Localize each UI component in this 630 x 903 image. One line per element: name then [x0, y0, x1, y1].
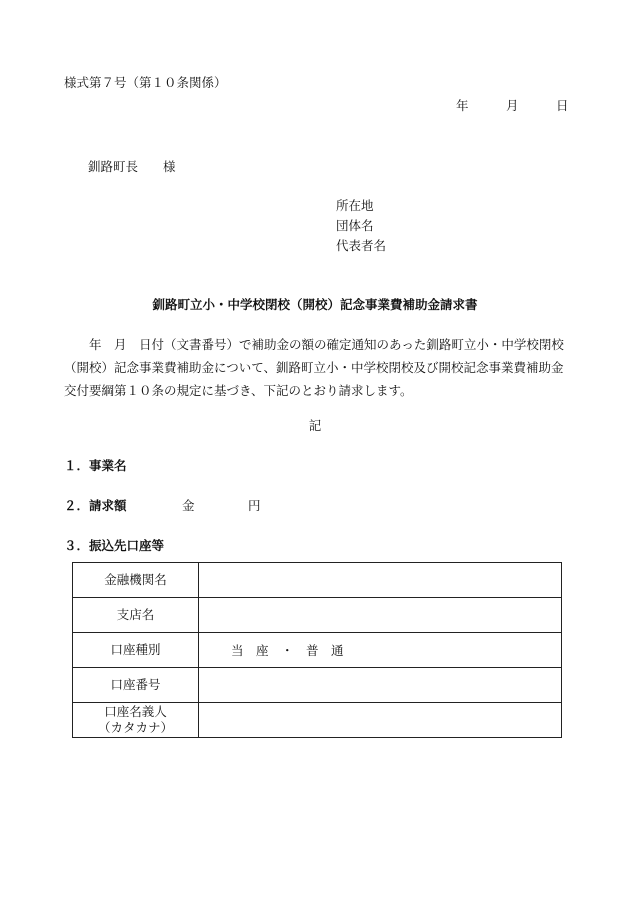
table-row: [73, 703, 562, 738]
date-year: 年: [456, 98, 469, 113]
date-month: 月: [506, 98, 519, 113]
account-holder-value: [199, 703, 562, 738]
item-project-name: １．事業名: [64, 458, 127, 473]
institution-label: 金融機関名: [73, 563, 199, 598]
table-row: [73, 633, 562, 668]
applicant-representative-label: 代表者名: [336, 238, 387, 253]
account-type-label: 口座種別: [73, 633, 199, 668]
addressee: 釧路町長 様: [88, 159, 176, 174]
amount-kin: 金: [182, 498, 195, 513]
account-holder-label-line1: 口座名義人: [104, 704, 167, 719]
table-row: [73, 598, 562, 633]
institution-value: [199, 563, 562, 598]
amount-yen: 円: [248, 498, 261, 513]
form-number: 様式第７号（第１０条関係）: [64, 75, 227, 90]
document-title: 釧路町立小・中学校閉校（開校）記念事業費補助金請求書: [152, 297, 478, 312]
applicant-address-label: 所在地: [336, 198, 374, 213]
item-amount-label: ２．請求額: [64, 498, 127, 513]
applicant-group-label: 団体名: [336, 218, 374, 233]
account-holder-label-line2: （カタカナ）: [97, 720, 173, 735]
account-holder-label: [73, 703, 199, 738]
account-number-label: 口座番号: [73, 668, 199, 703]
bank-account-table: [72, 562, 562, 738]
table-row: [73, 668, 562, 703]
ki-marker: 記: [308, 418, 322, 433]
branch-value: [199, 598, 562, 633]
table-row: [73, 563, 562, 598]
item-account-label: ３．振込先口座等: [64, 538, 165, 553]
date-day: 日: [556, 98, 569, 113]
branch-label: 支店名: [73, 598, 199, 633]
account-type-value: 当 座 ・ 普 通: [199, 633, 562, 668]
account-number-value: [199, 668, 562, 703]
body-paragraph: 年 月 日付（文書番号）で補助金の額の確定通知のあった釧路町立小・中学校閉校（開校）記念事業費補助金について、釧路町立小・中学校閉校及び開校記念事業費補助金交付要綱第１０条の規定に基づき、下記のとおり請求します。: [64, 337, 564, 398]
